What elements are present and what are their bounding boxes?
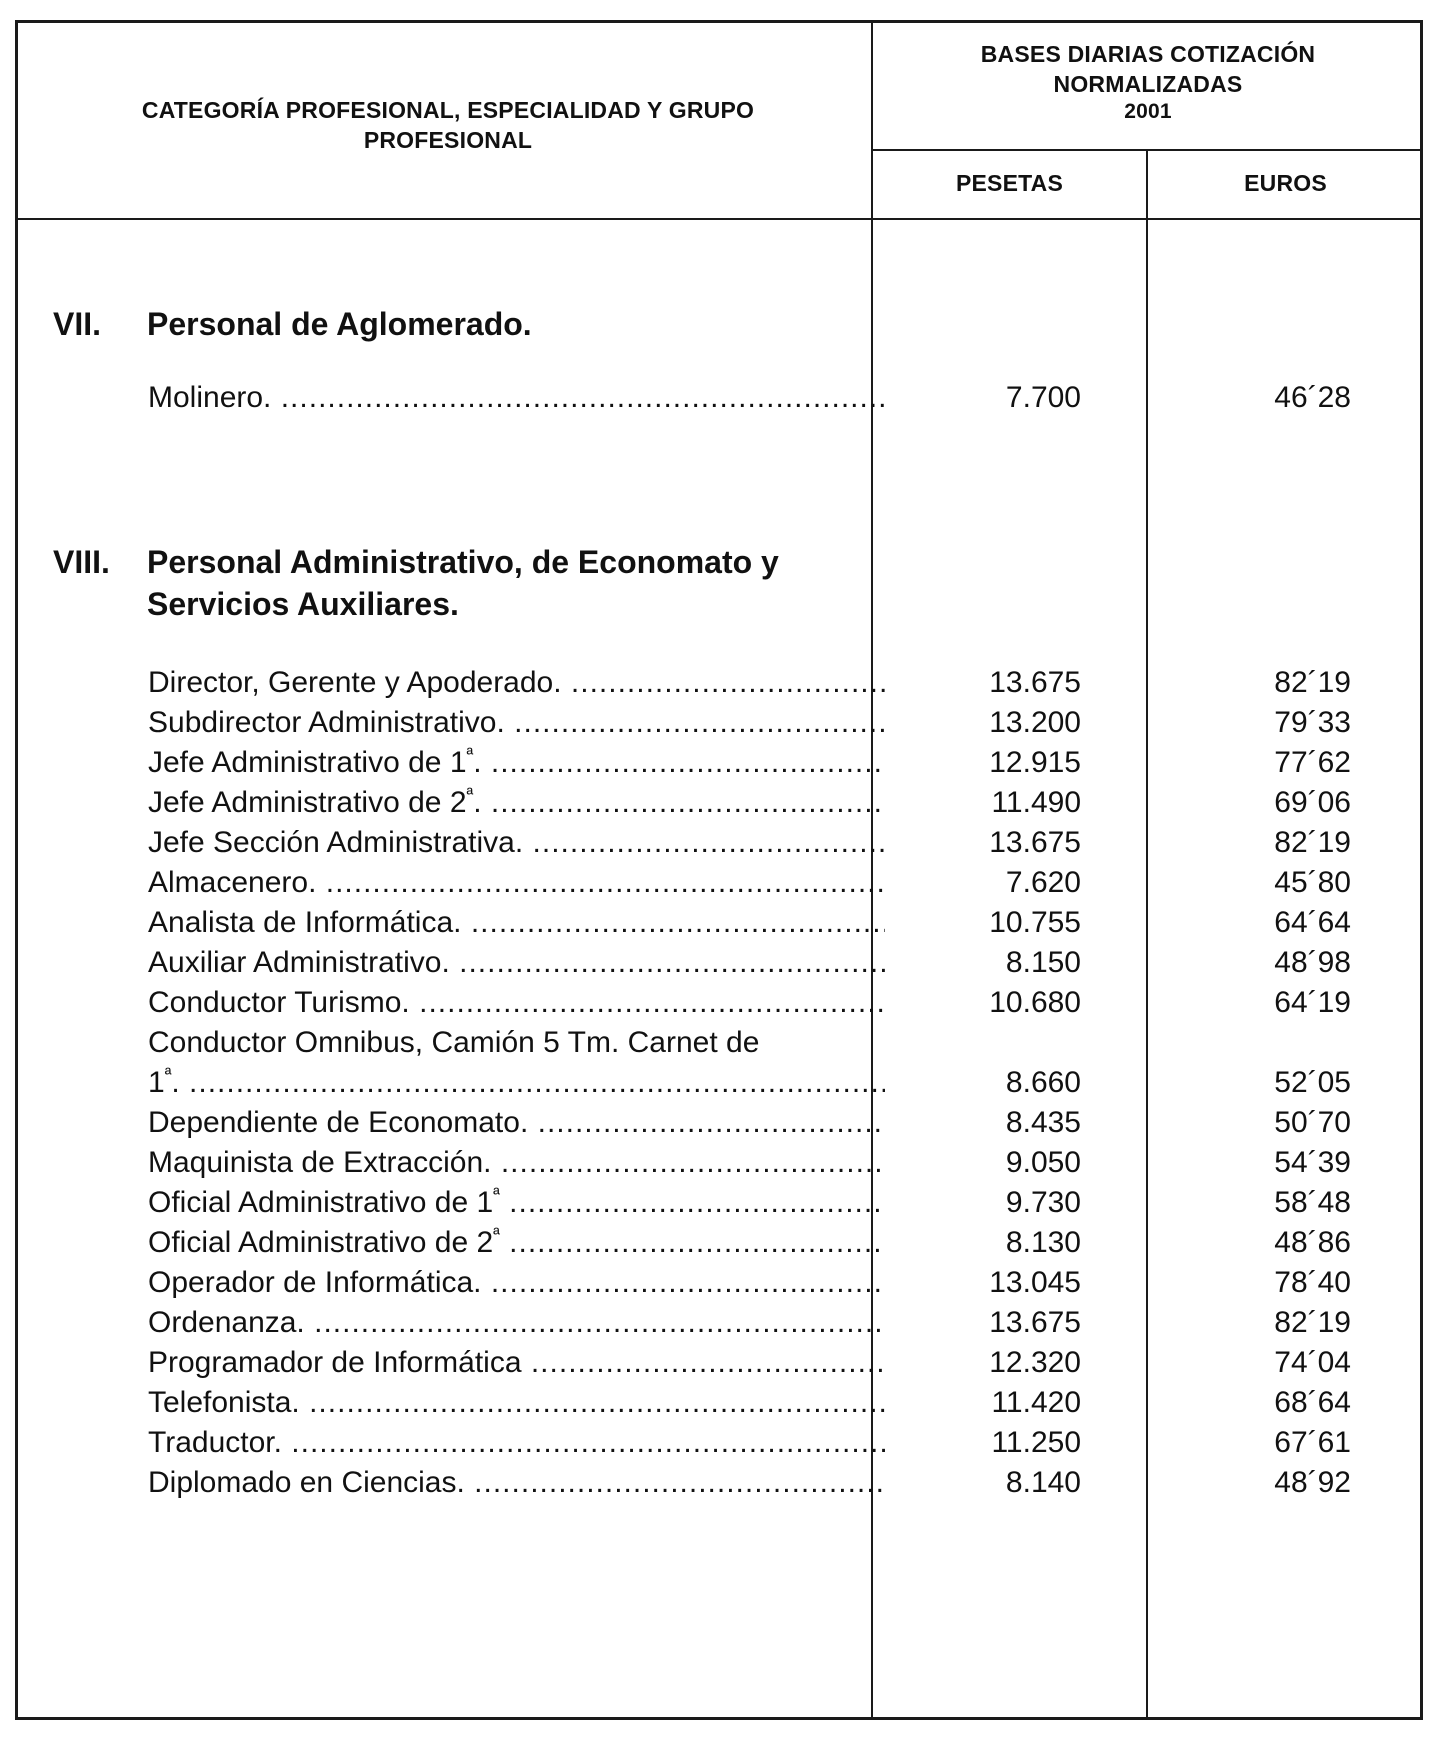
row-euros: 82´19 — [1274, 826, 1351, 859]
row-label: Diplomado en Ciencias. ..... — [148, 1463, 885, 1503]
row-label: Operador de Informática. ..... — [148, 1263, 885, 1303]
bases-header — [873, 39, 1423, 125]
row-euros: 64´19 — [1274, 986, 1351, 1019]
header-bottom-rule — [18, 218, 1420, 220]
row-label: $1^ª$. ..... — [148, 1063, 885, 1103]
row-pesetas: 13.045 — [989, 1266, 1081, 1299]
row-euros: 46´28 — [1274, 381, 1351, 414]
category-header — [58, 95, 838, 155]
section-number: VII. — [53, 306, 102, 342]
row-pesetas: 8.660 — [1005, 1066, 1081, 1099]
table-frame — [15, 20, 1423, 1720]
row-label: Almacenero. ..... — [148, 863, 885, 903]
row-label: Molinero. ..... — [148, 378, 885, 418]
row-pesetas: 8.435 — [1005, 1106, 1081, 1139]
row-euros: 82´19 — [1274, 666, 1351, 699]
row-pesetas: 13.675 — [989, 666, 1081, 699]
bases-header-year: 2001 — [1124, 100, 1172, 123]
section-title: Personal de Aglomerado. — [147, 306, 532, 342]
row-euros: 52´05 — [1274, 1066, 1351, 1099]
row-label: Jefe Sección Administrativa. ..... — [148, 823, 885, 863]
euros-column-header: EUROS — [1244, 170, 1327, 196]
row-euros: 74´04 — [1274, 1346, 1351, 1379]
category-header-text: CATEGORÍA PROFESIONAL, ESPECIALIDAD Y GRUPO PROFESIONAL — [141, 97, 755, 153]
row-label: Analista de Informática. ..... — [148, 903, 885, 943]
row-pesetas: 8.130 — [1005, 1226, 1081, 1259]
row-label: Conductor Turismo. ..... — [148, 983, 885, 1023]
row-pesetas: 8.150 — [1005, 946, 1081, 979]
row-euros: 77´62 — [1274, 746, 1351, 779]
row-euros: 48´92 — [1274, 1466, 1351, 1499]
row-label: Ordenanza. ..... — [148, 1303, 885, 1343]
row-label: Jefe Administrativo de $1^ª$. ..... — [148, 743, 885, 783]
bases-header-line2: NORMALIZADAS — [1053, 71, 1243, 97]
row-label-line1: Conductor Omnibus, Camión 5 Tm. Carnet de — [148, 1026, 760, 1059]
section-title: Personal Administrativo, de Economato y Servicios Auxiliares. — [147, 544, 779, 622]
row-pesetas: 7.700 — [1005, 381, 1081, 414]
row-label: Maquinista de Extracción. ..... — [148, 1143, 885, 1183]
row-euros: 54´39 — [1274, 1146, 1351, 1179]
row-pesetas: 11.490 — [991, 786, 1081, 819]
row-euros: 45´80 — [1274, 866, 1351, 899]
pesetas-column-header: PESETAS — [955, 170, 1064, 196]
row-pesetas: 10.680 — [989, 986, 1081, 1019]
row-euros: 48´86 — [1274, 1226, 1351, 1259]
row-pesetas: 7.620 — [1005, 866, 1081, 899]
row-pesetas: 12.320 — [989, 1346, 1081, 1379]
row-euros: 82´19 — [1274, 1306, 1351, 1339]
section-number: VIII. — [53, 544, 110, 580]
row-pesetas: 13.200 — [989, 706, 1081, 739]
row-euros: 79´33 — [1274, 706, 1351, 739]
column-divider-currency — [1146, 149, 1148, 1717]
row-euros: 68´64 — [1274, 1386, 1351, 1419]
row-euros: 69´06 — [1274, 786, 1351, 819]
row-label: Auxiliar Administrativo. ..... — [148, 943, 885, 983]
row-euros: 64´64 — [1274, 906, 1351, 939]
row-pesetas: 13.675 — [989, 1306, 1081, 1339]
row-euros: 67´61 — [1274, 1426, 1351, 1459]
row-label: Subdirector Administrativo. ..... — [148, 703, 885, 743]
row-label: Oficial Administrativo de $1^ª$ ..... — [148, 1183, 885, 1223]
row-label: Jefe Administrativo de $2^ª$. ..... — [148, 783, 885, 823]
row-euros: 78´40 — [1274, 1266, 1351, 1299]
row-label: Telefonista. ..... — [148, 1383, 885, 1423]
row-label: Traductor. ..... — [148, 1423, 885, 1463]
row-pesetas: 10.755 — [989, 906, 1081, 939]
row-pesetas: 11.250 — [991, 1426, 1081, 1459]
row-pesetas: 9.050 — [1005, 1146, 1081, 1179]
row-pesetas: 12.915 — [989, 746, 1081, 779]
row-euros: 58´48 — [1274, 1186, 1351, 1219]
row-label: Dependiente de Economato. ..... — [148, 1103, 885, 1143]
bases-header-line1: BASES DIARIAS COTIZACIÓN — [980, 41, 1316, 67]
row-euros: 48´98 — [1274, 946, 1351, 979]
row-label: Oficial Administrativo de $2^ª$ ..... — [148, 1223, 885, 1263]
row-pesetas: 11.420 — [991, 1386, 1081, 1419]
header-subdivider — [871, 149, 1420, 151]
row-pesetas: 13.675 — [989, 826, 1081, 859]
row-label: Programador de Informática ..... — [148, 1343, 885, 1383]
row-euros: 50´70 — [1274, 1106, 1351, 1139]
row-pesetas: 8.140 — [1005, 1466, 1081, 1499]
row-pesetas: 9.730 — [1005, 1186, 1081, 1219]
row-label: Director, Gerente y Apoderado. ..... — [148, 663, 885, 703]
